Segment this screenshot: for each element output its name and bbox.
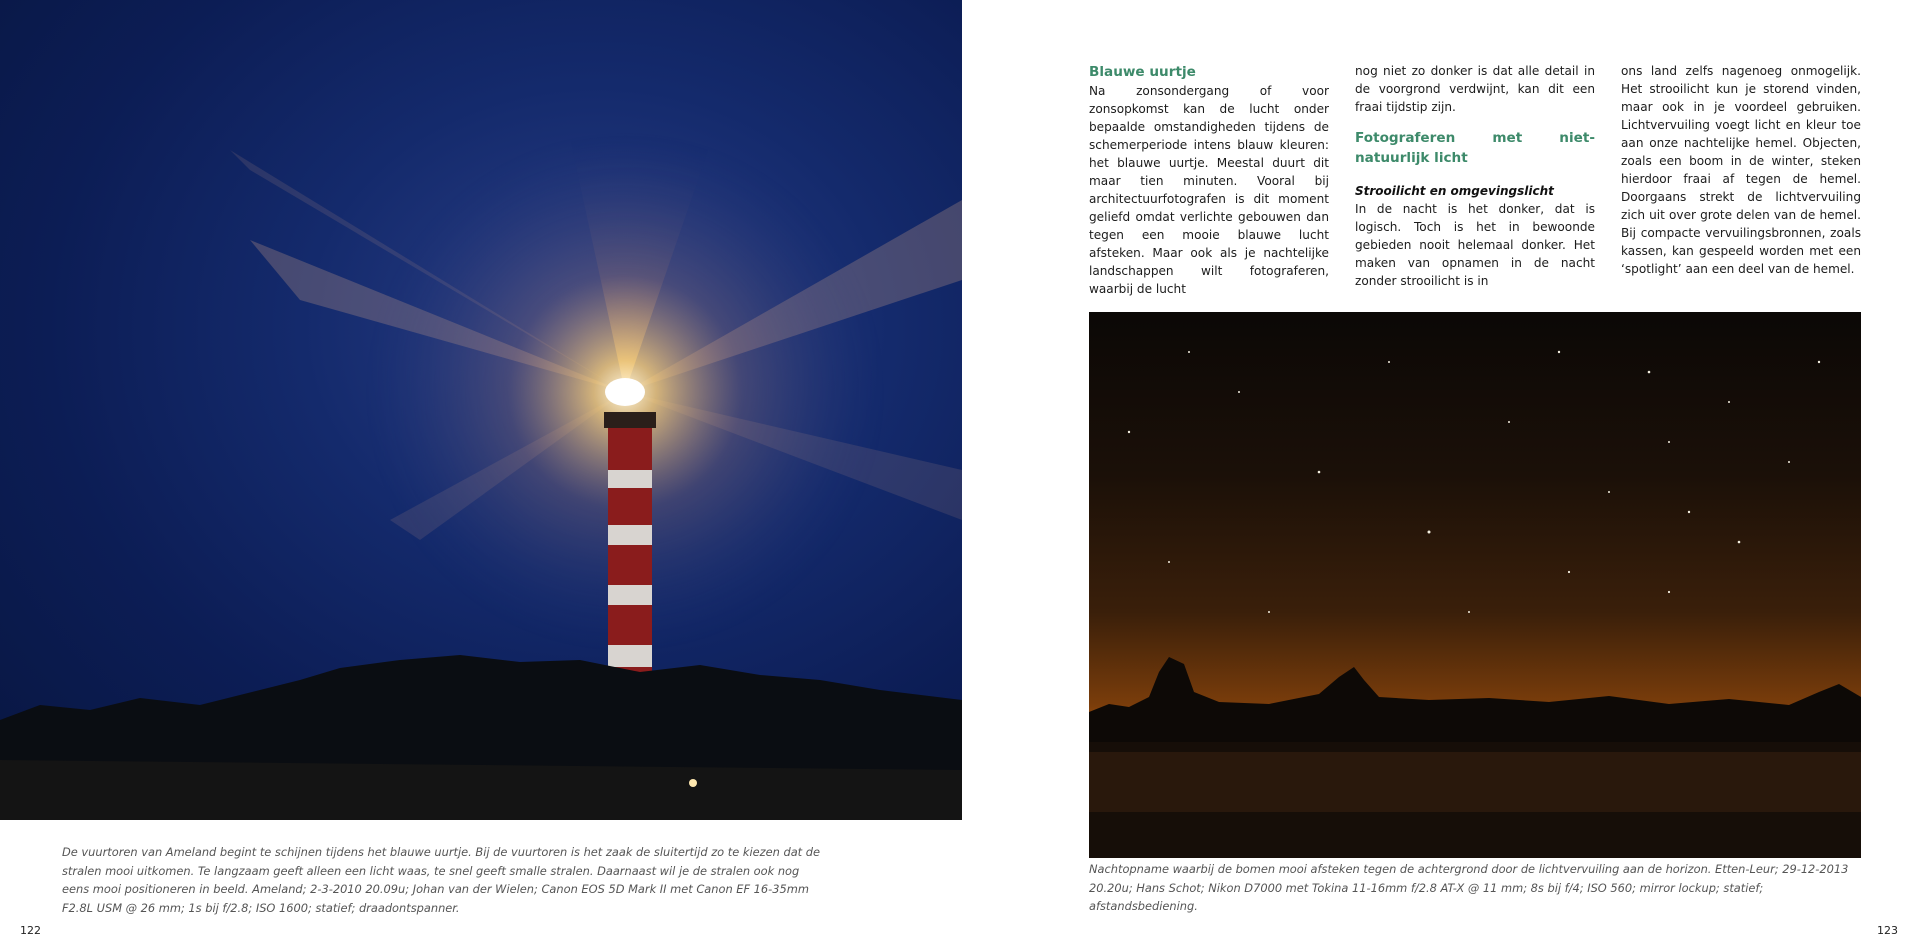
- right-page: [962, 0, 1920, 951]
- text-column-1: [1089, 62, 1329, 298]
- text-column-3: [1621, 62, 1861, 298]
- photo-caption: De vuurtoren van Ameland begint te schijnen tijdens het blauwe uurtje. Bij de vuurtoren is het zaak de sluitertijd zo te kiezen dat de stralen mooi uitkomen. Te langzaam geeft alleen een licht waas, te snel geeft smalle stralen. Daarnaast wil je de stralen ook nog eens mooi positioneren in beeld. Ameland; 2-3-2010 20.09u; Johan van der Wielen; Canon EOS 5D Mark II met Canon EF 16-35mm F2.8L USM @ 26 mm; 1s bij f/2.8; ISO 1600; statief; draadontspanner.: [62, 845, 820, 915]
- body-text: In de nacht is het donker, dat is logisch. Toch is het in bewoonde gebieden nooit helemaal donker. Het maken van opnamen in de nacht zonder strooilicht is in: [1355, 202, 1595, 288]
- body-text: ons land zelfs nagenoeg onmogelijk. Het strooilicht kun je storend vinden, maar ook in je voordeel gebruiken. Lichtvervuiling voegt licht en kleur toe aan onze nachtelijke hemel. Objecten, zoals een boom in de winter, steken hierdoor fraai af tegen de hemel. Doorgaans strekt de lichtvervuiling zich uit over grote delen van de hemel. Bij compacte vervuilingsbronnen, zoals kassen, kan gespeeld worden met een ‘spotlight’ aan een deel van de hemel.: [1621, 64, 1861, 276]
- subsection-heading: Strooilicht en omgevingslicht: [1355, 184, 1554, 198]
- text-column-2: [1355, 62, 1595, 298]
- section-heading: Blauwe uurtje: [1089, 64, 1196, 80]
- stars: [1128, 351, 1820, 613]
- section-heading: Fotograferen met niet-natuurlijk licht: [1355, 130, 1595, 166]
- text-columns: [1089, 62, 1861, 296]
- page-number: 123: [1877, 924, 1898, 937]
- night-photo: [1089, 312, 1861, 858]
- body-text: Na zonsondergang of voor zonsopkomst kan de lucht onder bepaalde omstandigheden tijdens de schemerperiode intens blauw kleuren: het blauwe uurtje. Meestal duurt dit maar tien minuten. Vooral bij architectuurfotografen is dit moment geliefd omdat verlichte gebouwen dan tegen een mooie blauwe lucht afsteken. Maar ook als je nachtelijke landschappen wilt fotograferen, waarbij de lucht: [1089, 84, 1329, 296]
- body-text: nog niet zo donker is dat alle detail in de voorgrond verdwijnt, kan dit een fraai tijdstip zijn.: [1355, 64, 1595, 114]
- photo-caption: Nachtopname waarbij de bomen mooi afsteken tegen de achtergrond door de lichtvervuiling aan de horizon. Etten-Leur; 29-12-2013 20.20u; Hans Schot; Nikon D7000 met Tokina 11-16mm f/2.8 AT-X @ 11 mm; 8s bij f/4; ISO 560; mirror lockup; statief; afstandsbediening.: [1089, 862, 1849, 913]
- page-number: 122: [20, 924, 41, 937]
- lighthouse-photo: [0, 0, 962, 820]
- night-sky-illustration: [1089, 312, 1861, 858]
- lighthouse-tower: [604, 378, 656, 678]
- lighthouse-illustration: [0, 0, 962, 820]
